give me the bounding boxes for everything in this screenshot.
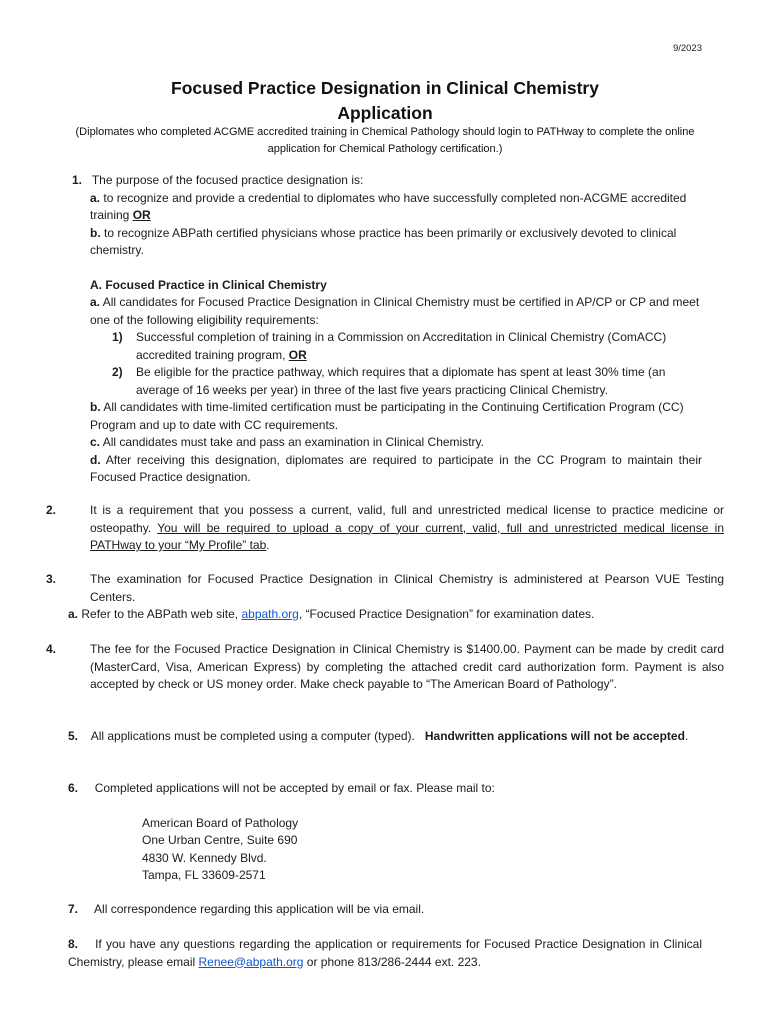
section-5 [68, 728, 702, 746]
revision-date: 9/2023 [672, 43, 702, 54]
section-1 [68, 172, 702, 487]
mailing-address [68, 815, 702, 885]
license-text: It is a requirement that you possess a current, valid, full and unrestricted medical license to practice medicine or osteopathy. [90, 503, 724, 535]
section-number: 7. [68, 902, 79, 916]
requirement-2 [68, 364, 702, 399]
item-label: a. [68, 607, 79, 621]
section-1-intro: The purpose of the focused practice designation is: [91, 173, 364, 187]
section-4 [46, 641, 724, 694]
subsection-heading: A. Focused Practice in Clinical Chemistry [90, 277, 327, 292]
mail-instructions: Completed applications will not be accepted by email or fax. Please mail to: [94, 781, 495, 795]
purpose-a-text: to recognize and provide a credential to diplomates who have successfully completed non-ACGME accredited training [90, 190, 687, 222]
requirement-1 [68, 329, 702, 364]
address-line: Tampa, FL 33609-2571 [142, 868, 266, 882]
document-subtitle: (Diplomates who completed ACGME accredited training in Chemical Pathology should login to PATHway to complete the online application for Chemical Pathology certification.) [75, 126, 695, 155]
requirement-number: 2) [112, 365, 123, 379]
exam-requirement-text: All candidates must take and pass an examination in Clinical Chemistry. [102, 435, 484, 449]
section-2 [46, 502, 724, 555]
license-upload-note: You will be required to upload a copy of your current, valid, full and unrestricted medical license in PATHway to your “My Profile” tab [90, 520, 724, 552]
section-number: 8. [68, 937, 79, 951]
fee-text: The fee for the Focused Practice Designation in Clinical Chemistry is $1400.00. Payment can be made by credit card (MasterCard, Visa, American Express) by completing the attached credit card authorization form. Payment is also accepted by check or US money order. Make check payable to “The American Board of Pathology”. [90, 642, 724, 691]
requirement-number: 1) [112, 330, 123, 344]
section-8 [68, 936, 702, 971]
section-number: 1. [72, 173, 83, 187]
refer-post-text: , “Focused Practice Designation” for examination dates. [298, 607, 595, 621]
exam-location-text: The examination for Focused Practice Designation in Clinical Chemistry is administered at Pearson VUE Testing Centers. [90, 572, 724, 604]
eligibility-text: All candidates for Focused Practice Designation in Clinical Chemistry must be certified in AP/CP or CP and meet one of the following eligibility requirements: [90, 295, 700, 327]
or-conjunction: OR [288, 347, 307, 362]
section-3 [46, 571, 724, 624]
section-number: 5. [68, 729, 79, 743]
section-6 [68, 780, 702, 885]
section-number: 3. [46, 572, 57, 586]
section-number: 6. [68, 781, 79, 795]
email-link[interactable]: Renee@abpath.org [198, 954, 304, 969]
address-line: One Urban Centre, Suite 690 [142, 833, 298, 847]
time-limited-text: All candidates with time-limited certification must be participating in the Continuing Certification Program (CC) Program and up to date with CC requirements. [90, 400, 684, 432]
item-label: b. [90, 400, 101, 414]
section-number: 4. [46, 642, 57, 656]
correspondence-text: All correspondence regarding this application will be via email. [94, 902, 425, 916]
section-number: 2. [46, 503, 57, 517]
abpath-website-link[interactable]: abpath.org [241, 607, 299, 621]
document-title: Focused Practice Designation in Clinical Chemistry [171, 78, 599, 98]
questions-text: If you have any questions regarding the application or requirements for Focused Practice Designation in Clinical Chemistry, please email [68, 937, 702, 969]
or-conjunction: OR [132, 208, 151, 222]
refer-text: Refer to the ABPath web site, [81, 607, 239, 621]
address-line: 4830 W. Kennedy Blvd. [142, 850, 267, 865]
document-title-line2: Application [337, 103, 433, 123]
maintenance-text: After receiving this designation, diplomates are required to participate in the CC Program to maintain their Focused Practice designation. [90, 452, 703, 484]
phone-text: or phone 813/286-2444 ext. 223. [306, 954, 481, 969]
period: . [266, 538, 270, 552]
item-label: c. [90, 435, 101, 449]
address-line: American Board of Pathology [142, 815, 299, 830]
item-label: d. [90, 452, 101, 467]
item-label: b. [90, 225, 101, 240]
section-7 [68, 901, 702, 919]
requirement-2-text: Be eligible for the practice pathway, which requires that a diplomate has spent at least 30% time (an average of 16 weeks per year) in three of the last five years practicing Clinical Chemistry. [136, 365, 666, 397]
purpose-b-text: to recognize ABPath certified physicians whose practice has been primarily or exclusively devoted to clinical chemistry. [90, 225, 677, 257]
requirement-1-text: Successful completion of training in a Commission on Accreditation in Clinical Chemistry (ComACC) accredited training program, [136, 330, 667, 362]
typed-requirement-text: All applications must be completed using a computer (typed). [90, 729, 415, 743]
item-label: a. [90, 190, 101, 205]
period: . [684, 729, 689, 743]
handwritten-warning: Handwritten applications will not be accepted [424, 729, 685, 743]
item-label: a. [90, 295, 101, 309]
